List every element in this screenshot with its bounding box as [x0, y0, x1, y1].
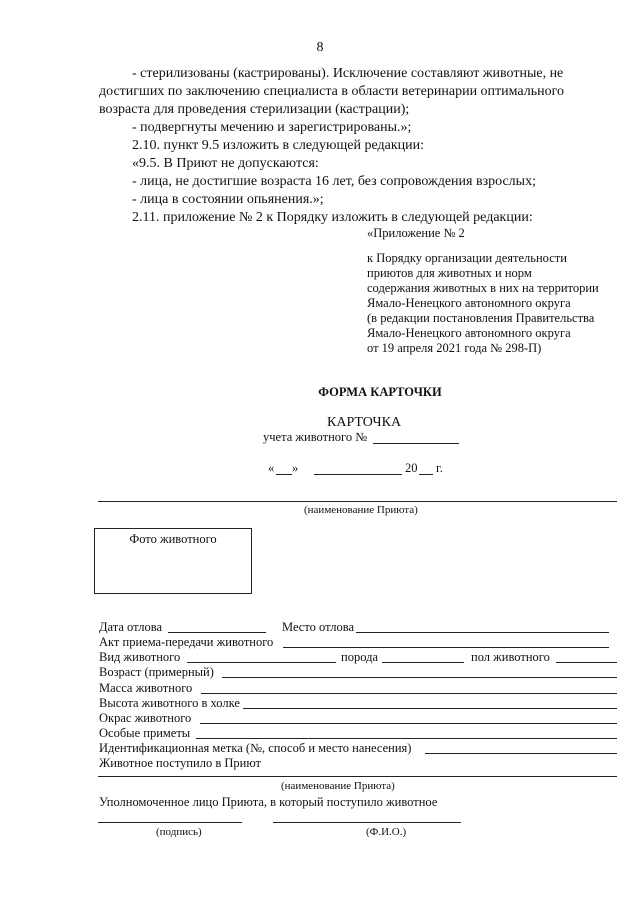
field-height-line — [243, 708, 617, 709]
date-year-line — [419, 474, 433, 475]
field-sex-line — [556, 662, 617, 663]
form-heading: ФОРМА КАРТОЧКИ — [318, 385, 442, 399]
date-close-quote: » — [292, 461, 299, 475]
field-mass-line — [201, 693, 617, 694]
paragraph-intoxicated: - лица в состоянии опьянения.»; — [132, 192, 324, 207]
signature-caption: (подпись) — [156, 826, 202, 838]
field-breed-label: порода — [341, 650, 378, 664]
shelter-caption-2: (наименование Приюта) — [281, 780, 395, 792]
paragraph-marked: - подвергнуты мечению и зарегистрированы.»; — [132, 120, 412, 135]
page-number: 8 — [316, 40, 324, 55]
paragraph-9-5: «9.5. В Приют не допускаются: — [132, 156, 319, 171]
date-suffix: г. — [436, 461, 443, 475]
field-transfer-act-label: Акт приема-передачи животного — [99, 635, 274, 649]
field-id-mark-line — [425, 753, 617, 754]
card-subtitle: учета животного № — [263, 430, 368, 444]
field-marks-line — [196, 738, 617, 739]
paragraph-2-10: 2.10. пункт 9.5 изложить в следующей редакции: — [132, 138, 424, 153]
shelter-name-line-2 — [98, 776, 617, 777]
paragraph-sterilized-line3: возраста для проведения стерилизации (кастрации); — [99, 102, 410, 117]
field-age-line — [222, 677, 617, 678]
field-capture-place-label: Место отлова — [282, 620, 355, 634]
card-title: КАРТОЧКА — [327, 415, 402, 430]
appendix-title: «Приложение № 2 — [367, 226, 465, 240]
appendix-line: (в редакции постановления Правительства — [367, 311, 595, 325]
field-breed-line — [382, 662, 464, 663]
shelter-name-line — [98, 501, 617, 502]
appendix-line: содержания животных в них на территории — [367, 281, 599, 295]
field-transfer-act-line — [283, 647, 609, 648]
full-name-caption: (Ф.И.О.) — [366, 826, 407, 838]
shelter-caption: (наименование Приюта) — [304, 504, 418, 516]
field-species-label: Вид животного — [99, 650, 181, 664]
date-month-line — [314, 474, 402, 475]
appendix-line: Ямало-Ненецкого автономного округа — [367, 326, 571, 340]
date-open-quote: « — [268, 461, 275, 475]
appendix-line: приютов для животных и норм — [367, 266, 532, 280]
date-day-line — [276, 474, 292, 475]
appendix-line: от 19 апреля 2021 года № 298-П) — [367, 341, 542, 355]
card-number-line — [373, 443, 459, 444]
field-capture-date-line — [168, 632, 266, 633]
field-color-line — [200, 723, 617, 724]
photo-box — [94, 528, 252, 594]
field-color-label: Окрас животного — [99, 711, 192, 725]
appendix-line: Ямало-Ненецкого автономного округа — [367, 296, 571, 310]
authorized-person-label: Уполномоченное лицо Приюта, в который поступило животное — [99, 795, 438, 809]
full-name-line — [273, 822, 461, 823]
date-year-prefix: 20 — [405, 461, 418, 475]
paragraph-sterilized-line1: - стерилизованы (кастрированы). Исключение составляют животные, не — [132, 66, 564, 81]
field-capture-place-line — [356, 632, 609, 633]
field-height-label: Высота животного в холке — [99, 696, 240, 710]
field-marks-label: Особые приметы — [99, 726, 191, 740]
field-capture-date-label: Дата отлова — [99, 620, 163, 634]
field-id-mark-label: Идентификационная метка (№, способ и место нанесения) — [99, 741, 412, 755]
field-mass-label: Масса животного — [99, 681, 193, 695]
photo-label: Фото животного — [129, 532, 217, 546]
paragraph-2-11: 2.11. приложение № 2 к Порядку изложить в следующей редакции: — [132, 210, 533, 225]
field-arrived-label: Животное поступило в Приют — [99, 756, 261, 770]
paragraph-age-16: - лица, не достигшие возраста 16 лет, без сопровождения взрослых; — [132, 174, 536, 189]
paragraph-sterilized-line2: достигших по заключению специалиста в области ветеринарии оптимального — [99, 84, 565, 99]
appendix-line: к Порядку организации деятельности — [367, 251, 567, 265]
field-sex-label: пол животного — [471, 650, 550, 664]
field-species-line — [187, 662, 336, 663]
signature-line — [98, 822, 242, 823]
field-age-label: Возраст (примерный) — [99, 665, 214, 679]
